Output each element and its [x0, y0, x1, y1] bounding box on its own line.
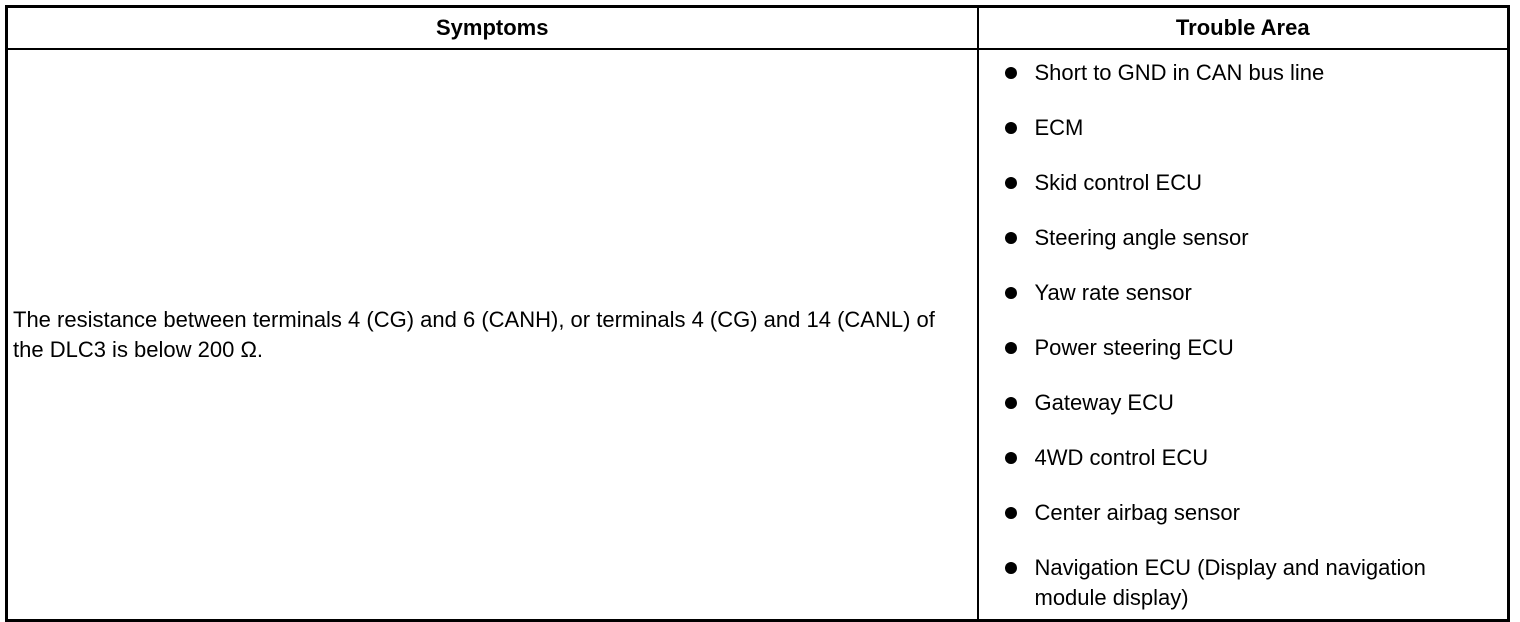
trouble-area-cell	[978, 49, 1509, 621]
trouble-area-list	[979, 50, 1508, 619]
bullet-icon	[1005, 562, 1017, 574]
trouble-area-label: Skid control ECU	[1034, 170, 1203, 195]
trouble-area-label: Navigation ECU (Display and navigation module display)	[1034, 555, 1426, 610]
trouble-area-label: ECM	[1034, 115, 1084, 140]
symptom-table	[5, 5, 1510, 622]
trouble-area-label: Yaw rate sensor	[1034, 280, 1192, 305]
list-item	[979, 443, 1498, 473]
symptom-cell: The resistance between terminals 4 (CG) and 6 (CANH), or terminals 4 (CG) and 14 (CANL) of the DLC3 is below 200 Ω.	[7, 49, 978, 621]
list-item	[979, 553, 1498, 613]
header-trouble-area: Trouble Area	[978, 7, 1509, 50]
bullet-icon	[1005, 452, 1017, 464]
table-row	[7, 49, 1509, 621]
bullet-icon	[1005, 177, 1017, 189]
bullet-icon	[1005, 287, 1017, 299]
list-item	[979, 388, 1498, 418]
list-item	[979, 168, 1498, 198]
trouble-area-label: Power steering ECU	[1034, 335, 1234, 360]
bullet-icon	[1005, 342, 1017, 354]
bullet-icon	[1005, 397, 1017, 409]
trouble-area-label: Steering angle sensor	[1034, 225, 1249, 250]
trouble-area-label: Short to GND in CAN bus line	[1034, 60, 1325, 85]
header-row	[7, 7, 1509, 50]
trouble-area-label: 4WD control ECU	[1034, 445, 1209, 470]
bullet-icon	[1005, 232, 1017, 244]
list-item	[979, 223, 1498, 253]
bullet-icon	[1005, 122, 1017, 134]
list-item	[979, 113, 1498, 143]
header-symptoms: Symptoms	[7, 7, 978, 50]
list-item	[979, 278, 1498, 308]
list-item	[979, 333, 1498, 363]
list-item	[979, 58, 1498, 88]
bullet-icon	[1005, 67, 1017, 79]
list-item	[979, 498, 1498, 528]
trouble-area-label: Center airbag sensor	[1034, 500, 1240, 525]
bullet-icon	[1005, 507, 1017, 519]
trouble-area-label: Gateway ECU	[1034, 390, 1174, 415]
